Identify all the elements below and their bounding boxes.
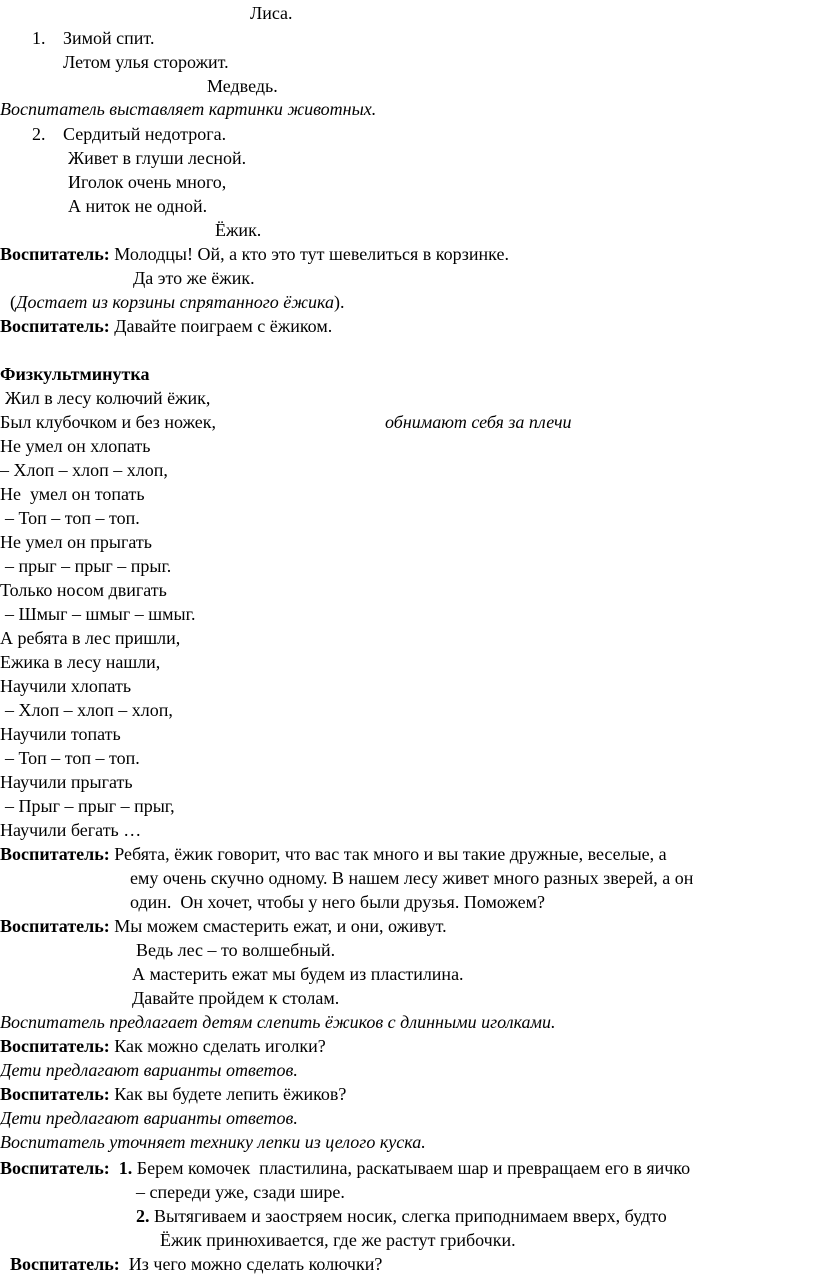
speech-line: – спереди уже, сзади шире.: [136, 1182, 345, 1202]
poem-line: – Хлоп – хлоп – хлоп,: [0, 460, 168, 480]
speech-text: Ребята, ёжик говорит, что вас так много и вы такие дружные, веселые, а: [114, 844, 667, 864]
speech-text: Давайте поиграем с ёжиком.: [114, 316, 333, 336]
speech-text: Вытягиваем и заостряем носик, слегка приподнимаем вверх, будто: [154, 1206, 667, 1226]
speech-line: [136, 1205, 667, 1227]
speech-line: [0, 315, 332, 337]
riddle-line: Сердитый недотрога.: [63, 124, 227, 144]
speech-text: Из чего можно сделать колючки?: [128, 1254, 383, 1274]
poem-line: – Топ – топ – топ.: [5, 508, 140, 528]
speech-text: Как можно сделать иголки?: [114, 1036, 326, 1056]
poem-line: Не умел он хлопать: [0, 436, 151, 456]
speech-text: Мы можем смастерить ежат, и они, оживут.: [114, 916, 447, 936]
speaker-label: Воспитатель:: [0, 916, 110, 936]
speech-line: [0, 915, 447, 937]
speaker-label: Воспитатель:: [0, 1084, 110, 1104]
speech-line: [0, 843, 667, 865]
riddle-line: А ниток не одной.: [68, 196, 208, 216]
speaker-label: Воспитатель:: [0, 1036, 110, 1056]
section-heading: Физкультминутка: [0, 364, 150, 384]
speaker-label: Воспитатель:: [0, 844, 110, 864]
speech-line: Ёжик принюхивается, где же растут грибочки.: [160, 1230, 516, 1250]
riddle-line: Живет в глуши лесной.: [68, 148, 247, 168]
speech-text: Молодцы! Ой, а кто это тут шевелиться в корзинке.: [114, 244, 509, 264]
step-number: 1.: [118, 1158, 133, 1178]
speaker-label: Воспитатель:: [0, 316, 110, 336]
stage-direction: (Достает из корзины спрятанного ёжика).: [10, 292, 345, 312]
stage-direction: Воспитатель предлагает детям слепить ёжиков с длинными иголками.: [0, 1012, 556, 1032]
riddle-answer: Ёжик.: [215, 220, 262, 240]
speech-line: Ведь лес – то волшебный.: [136, 940, 336, 960]
poem-line: Научили бегать …: [0, 820, 142, 840]
poem-line: – Хлоп – хлоп – хлоп,: [5, 700, 173, 720]
riddle-line: Иголок очень много,: [68, 172, 227, 192]
speech-line: Да это же ёжик.: [133, 268, 255, 288]
stage-direction: Дети предлагают варианты ответов.: [0, 1108, 298, 1128]
speech-line: [0, 1083, 346, 1105]
poem-line: Только носом двигать: [0, 580, 167, 600]
speech-line: А мастерить ежат мы будем из пластилина.: [132, 964, 464, 984]
riddle-number: 1.: [32, 28, 46, 48]
stage-direction: Воспитатель выставляет картинки животных.: [0, 99, 377, 119]
poem-line: – прыг – прыг – прыг.: [5, 556, 172, 576]
speech-line: [0, 243, 509, 265]
riddle-answer: Лиса.: [250, 3, 293, 23]
speech-line: [10, 1253, 382, 1275]
speaker-label: Воспитатель:: [10, 1254, 120, 1274]
poem-line: Научили прыгать: [0, 772, 133, 792]
riddle-number: 2.: [32, 124, 46, 144]
speech-line: ему очень скучно одному. В нашем лесу живет много разных зверей, а он: [130, 868, 694, 888]
poem-line: – Прыг – прыг – прыг,: [5, 796, 175, 816]
riddle-answer: Медведь.: [207, 76, 278, 96]
poem-line: Ежика в лесу нашли,: [0, 652, 161, 672]
step-number: 2.: [136, 1206, 150, 1226]
poem-line: Не умел он прыгать: [0, 532, 152, 552]
stage-direction: Воспитатель уточняет технику лепки из целого куска.: [0, 1132, 426, 1152]
speech-line: [0, 1157, 690, 1179]
speech-line: [0, 1035, 326, 1057]
poem-line: Не умел он топать: [0, 484, 145, 504]
poem-line: Жил в лесу колючий ёжик,: [5, 388, 211, 408]
poem-line: Был клубочком и без ножек,: [0, 412, 217, 432]
stage-direction: Дети предлагают варианты ответов.: [0, 1060, 298, 1080]
speaker-label: Воспитатель:: [0, 244, 110, 264]
speaker-label: Воспитатель:: [0, 1158, 110, 1178]
poem-line: – Топ – топ – топ.: [5, 748, 140, 768]
riddle-line: Летом улья сторожит.: [63, 52, 229, 72]
poem-line: Научили хлопать: [0, 676, 132, 696]
riddle-line: Зимой спит.: [63, 28, 155, 48]
poem-line: А ребята в лес пришли,: [0, 628, 181, 648]
speech-text: Как вы будете лепить ёжиков?: [114, 1084, 347, 1104]
poem-line: – Шмыг – шмыг – шмыг.: [5, 604, 196, 624]
speech-line: один. Он хочет, чтобы у него были друзья. Поможем?: [130, 892, 545, 912]
speech-line: Давайте пройдем к столам.: [132, 988, 340, 1008]
movement-note: обнимают себя за плечи: [385, 412, 572, 432]
poem-line: Научили топать: [0, 724, 121, 744]
speech-text: Берем комочек пластилина, раскатываем шар и превращаем его в яичко: [136, 1158, 691, 1178]
